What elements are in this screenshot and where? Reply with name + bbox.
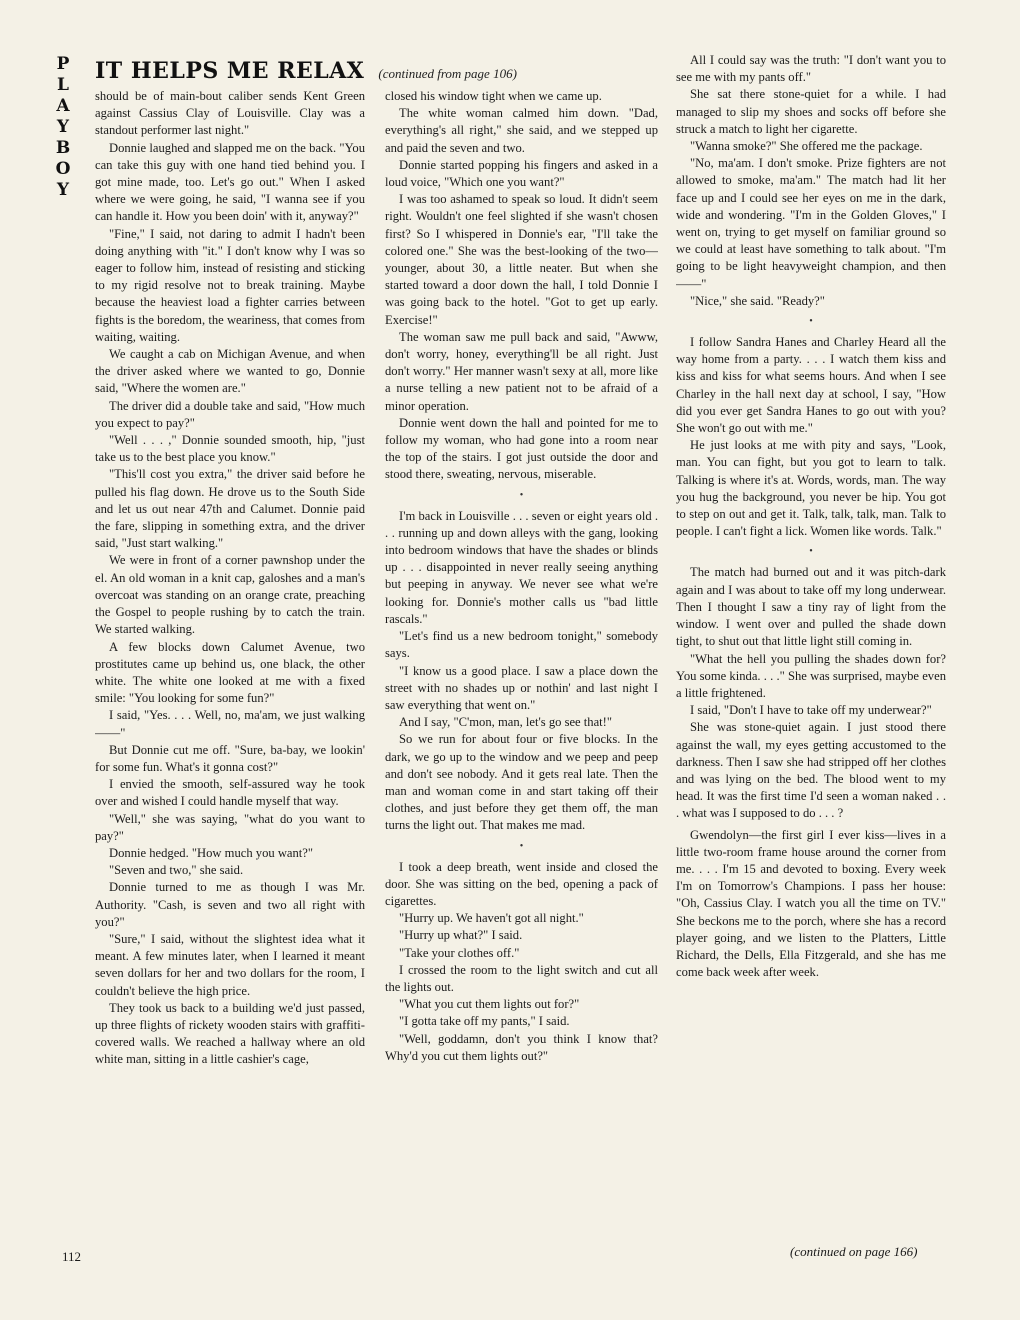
paragraph: "Well," she was saying, "what do you want to pay?" (95, 811, 365, 843)
paragraph: Donnie turned to me as though I was Mr. Authority. "Cash, is seven and two all right with you?" (95, 880, 365, 929)
masthead-letter: B (55, 138, 71, 158)
paragraph: "Hurry up what?" I said. (399, 928, 523, 943)
masthead-letter: O (55, 159, 71, 179)
paragraph: She was stone-quiet again. I just stood there against the wall, my eyes getting accustomed to the darkness. Then I saw she had stripped off her clothes and was lying on the bed. The blood went to my head. It was the first time I'd seen a woman naked . . . what was I supposed to do . . . ? (676, 720, 946, 821)
paragraph: The woman saw me pull back and said, "Awww, don't worry, honey, everything'll be all right. Just don't worry." Her manner wasn't sexy at all, more like a nurse telling a new patient not to be afraid of a minor operation. (385, 329, 658, 413)
text-column-3 (676, 52, 946, 1262)
paragraph: should be of main-bout caliber sends Kent Green against Cassius Clay of Louisville. Clay was a standout performer last night." (95, 89, 365, 138)
paragraph: Donnie hedged. "How much you want?" (109, 845, 314, 860)
paragraph: "Well, goddamn, don't you think I know that? Why'd you cut them lights out?" (385, 1031, 658, 1063)
paragraph: Donnie went down the hall and pointed for me to follow my woman, who had gone into a room near the top of the stairs. I got just outside the door and stood there, sweating, nervous, miserable. (385, 415, 658, 482)
paragraph: I was too ashamed to speak so loud. It didn't seem right. Wouldn't one feel slighted if she wasn't chosen first? So I whispered in Donnie's ear, "I'll take the colored one." She was the best-looking of the two—younger, about 30, a little neater. But when she started toward a door down the hall, I told Donnie I was going back to the hotel. "Got to get up early. Exercise!" (385, 192, 658, 327)
paragraph: "What the hell you pulling the shades down for? You some kinda. . . ." She was surprised, maybe even a little frightened. (676, 651, 946, 700)
paragraph: Gwendolyn—the first girl I ever kiss—lives in a little two-room frame house around the corner from me. . . . I'm 15 and devoted to boxing. Every week I'm on Tomorrow's Champions. I pass her house: "Oh, Cassius Clay. I watch you all the time on TV." She beckons me to the porch, where she has a record player going, and we listen to the Platters, Little Richard, the Dells, Ella Fitzgerald, and she has me come back week after week. (676, 827, 946, 980)
paragraph: "Seven and two," she said. (109, 863, 244, 878)
paragraph: closed his window tight when we came up. (385, 89, 602, 103)
paragraph: I'm back in Louisville . . . seven or eight years old . . . running up and down alleys with the gang, looking into bedroom windows that have the shades or blinds up . . . disappointed in never really seeing anything but peeping in anyway. We never see what we're looking for. Donnie's mother calls us "bad little rascals." (385, 508, 658, 626)
paragraph: I said, "Don't I have to take off my underwear?" (690, 703, 932, 718)
masthead-letter: P (56, 54, 70, 74)
article-header (95, 58, 517, 86)
paragraph: "This'll cost you extra," the driver said before he pulled his flag down. He drove us to the South Side and let us out near 47th and Calumet. Donnie paid the fare, slipping in something extra, and the driver said, "Just start walking." (95, 467, 365, 551)
paragraph: We caught a cab on Michigan Avenue, and when the driver asked where we wanted to go, Donnie said, "Where the women are." (95, 347, 365, 396)
paragraph: "Hurry up. We haven't got all night." (399, 911, 584, 926)
section-separator: • (809, 546, 813, 558)
continued-on-note: (continued on page 166) (790, 1244, 918, 1259)
paragraph: "Well . . . ," Donnie sounded smooth, hip, "just take us to the best place you know." (95, 433, 365, 465)
continued-from-note: (continued from page 106) (378, 66, 517, 81)
masthead-letter: A (56, 96, 70, 116)
paragraph: They took us back to a building we'd just passed, up three flights of rickety wooden stairs with graffiti-covered walls. We reached a hallway where an old white man, sitting in a little cashier's cage, (95, 1000, 365, 1067)
page-number: 112 (62, 1249, 82, 1264)
paragraph: "Wanna smoke?" She offered me the package. (690, 139, 923, 154)
section-separator: • (519, 489, 524, 501)
paragraph: "I know us a good place. I saw a place down the street with no shades up or nothin' and last night I saw everything that went on." (385, 663, 658, 712)
paragraph: I said, "Yes. . . . Well, no, ma'am, we just walking——" (95, 708, 365, 740)
paragraph: All I could say was the truth: "I don't want you to see me with my pants off." (676, 53, 946, 85)
section-separator: • (519, 840, 524, 852)
paragraph: So we run for about four or five blocks. In the dark, we go up to the window and we peep and peep and don't see nobody. And it gets real late. Then the man and woman come in and start taking off their clothes, and just before they get them off, the man turns the light out. That makes me mad. (385, 732, 658, 833)
paragraph: I follow Sandra Hanes and Charley Heard all the way home from a party. . . . I watch them kiss and kiss and kiss for what seems hours. And when I see Charley in the hall next day at school, I say, "How did you ever get Sandra Hanes to go out with you? She won't go out with me." (676, 335, 946, 436)
paragraph: "No, ma'am. I don't smoke. Prize fighters are not allowed to smoke, ma'am." The match had lit her face up and I could see her eyes on me in the dark, wide and wondering. "I'm in the Golden Gloves," I went on, trying to get myself on familiar ground so we could at least have something to talk about. "I'm going to be light heavyweight champion, and then——" (676, 156, 946, 291)
paragraph: "Take your clothes off." (399, 945, 520, 960)
paragraph: The driver did a double take and said, "How much you expect to pay?" (95, 398, 365, 430)
masthead-letter: Y (56, 180, 70, 200)
masthead-letter: Y (56, 117, 70, 137)
text-column-1 (95, 88, 365, 1268)
paragraph: I crossed the room to the light switch and cut all the lights out. (385, 962, 658, 994)
magazine-masthead (50, 54, 76, 201)
paragraph: "Let's find us a new bedroom tonight," somebody says. (385, 629, 658, 661)
paragraph: The white woman calmed him down. "Dad, everything's all right," she said, and we stepped up and paid the seven and two. (385, 106, 658, 155)
paragraph: "What you cut them lights out for?" (399, 997, 580, 1012)
paragraph: We were in front of a corner pawnshop under the el. An old woman in a knit cap, galoshes and a man's overcoat was standing on an orange crate, preaching the Gospel to people rushing by to catch the train. We started walking. (95, 553, 365, 637)
paragraph: She sat there stone-quiet for a while. I had managed to slip my shoes and socks off before she struck a match to light her cigarette. (676, 87, 946, 136)
paragraph: "Sure," I said, without the slightest idea what it meant. A few minutes later, when I learned it meant seven dollars for her and two dollars for the room, I couldn't believe the high price. (95, 931, 365, 998)
article-title: IT HELPS ME RELAX (95, 58, 365, 84)
paragraph: But Donnie cut me off. "Sure, ba-bay, we lookin' for some fun. What's it gonna cost?" (95, 742, 365, 774)
paragraph: And I say, "C'mon, man, let's go see that!" (399, 715, 613, 730)
paragraph: The match had burned out and it was pitch-dark again and I was about to take off my long underwear. Then I thought I saw a tiny ray of light from the window. I went over and pulled the shade down tight, to shut out that little light still coming in. (676, 565, 946, 649)
paragraph: "I gotta take off my pants," I said. (399, 1014, 570, 1029)
paragraph: I took a deep breath, went inside and closed the door. She was sitting on the bed, opening a pack of cigarettes. (385, 859, 658, 908)
paragraph: He just looks at me with pity and says, "Look, man. You can fight, but you got to learn to talk. Talking is where it's at. Words, words, man. The way you hug the background, you never be hip. You got to step on out and get it. Talk, talk, talk, man. Talk to people. I can't fight a lick. Women like words. Talk." (676, 438, 946, 539)
text-column-2 (385, 88, 658, 1268)
paragraph: Donnie started popping his fingers and asked in a loud voice, "Which one you want?" (385, 157, 658, 190)
paragraph: I envied the smooth, self-assured way he took over and wished I could handle myself that way. (95, 777, 365, 809)
paragraph: A few blocks down Calumet Avenue, two prostitutes came up behind us, one black, the other white. The white one looked at me with a fixed smile: "You looking for some fun?" (95, 639, 365, 706)
section-separator: • (809, 316, 813, 328)
paragraph: "Nice," she said. "Ready?" (690, 293, 825, 308)
paragraph: "Fine," I said, not daring to admit I hadn't been doing anything with "it." I don't know why I was so eager to follow him, instead of resisting and sticking to my rigid resolve not to break training. Maybe because the heaviest load a fighter carries between fights is the boredom, the weariness, that comes from waiting, waiting. (95, 226, 365, 344)
masthead-letter: L (57, 75, 69, 95)
paragraph: Donnie laughed and slapped me on the back. "You can take this guy with one hand tied behind you. I got mine made, too. Let's go out." When I asked where we were going, he said, "I wanna see if you can handle it. How you been doin' with it, anyway?" (95, 140, 365, 224)
